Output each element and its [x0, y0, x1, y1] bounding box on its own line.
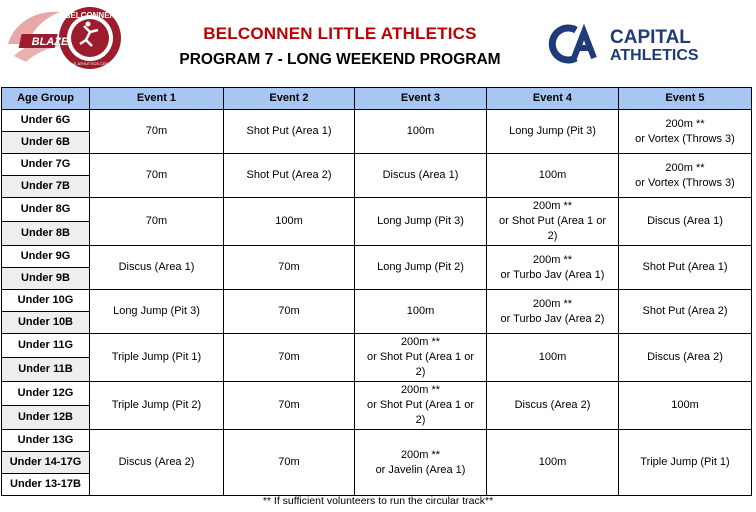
event-text: 100m [538, 456, 567, 468]
event-cell [355, 154, 487, 198]
event-text: Long Jump (Pit 2) [377, 261, 464, 273]
column-header: Event 1 [90, 88, 224, 110]
logo-line1: CAPITAL [610, 27, 691, 48]
event-text: 100m [671, 399, 699, 411]
event-cell [90, 154, 224, 198]
event-cell [619, 198, 752, 246]
event-cell [90, 246, 224, 290]
table-row [2, 110, 752, 132]
table-row [2, 198, 752, 222]
age-group-cell: Under 6B [2, 132, 90, 154]
event-text: or Vortex (Throws 3) [635, 176, 735, 189]
event-cell [224, 198, 355, 246]
age-group-cell: Under 10G [2, 290, 90, 312]
event-cell [619, 110, 752, 154]
program-table [1, 87, 752, 496]
event-text: 2) [415, 414, 426, 426]
event-cell [90, 198, 224, 246]
event-text: 200m ** [532, 297, 573, 310]
event-cell [355, 382, 487, 430]
event-text: Shot Put (Area 1) [246, 125, 332, 137]
event-text: Long Jump (Pit 3) [113, 305, 200, 317]
event-text: 2) [415, 366, 426, 378]
event-text: 70m [145, 169, 168, 181]
table-row [2, 334, 752, 358]
capital-athletics-logo [548, 24, 744, 64]
event-text: Shot Put (Area 1) [642, 261, 728, 273]
age-group-cell: Under 9B [2, 268, 90, 290]
event-text: or Shot Put (Area 1 or [367, 399, 474, 411]
age-group-cell: Under 14-17G [2, 452, 90, 474]
event-cell [355, 334, 487, 382]
event-text: 200m ** [400, 336, 441, 348]
event-cell [90, 382, 224, 430]
table-body [2, 110, 752, 496]
event-text: Shot Put (Area 2) [246, 169, 332, 181]
age-group-cell: Under 6G [2, 110, 90, 132]
event-text: 100m [275, 215, 303, 227]
event-cell [224, 430, 355, 496]
logo-top-text: BELCONNEN [64, 11, 116, 20]
event-cell [224, 154, 355, 198]
event-text: Discus (Area 2) [647, 351, 723, 363]
event-text: Triple Jump (Pit 2) [111, 399, 202, 411]
column-header: Age Group [2, 88, 90, 110]
event-text: Long Jump (Pit 3) [377, 215, 464, 227]
table-row [2, 154, 752, 176]
event-text: Discus (Area 1) [118, 261, 195, 273]
age-group-cell: Under 8B [2, 222, 90, 246]
table-row [2, 246, 752, 268]
event-cell [224, 382, 355, 430]
age-group-cell: Under 10B [2, 312, 90, 334]
age-group-cell: Under 11B [2, 358, 90, 382]
age-group-cell: Under 12G [2, 382, 90, 406]
event-cell [90, 430, 224, 496]
event-cell [487, 334, 619, 382]
event-cell [355, 430, 487, 496]
event-cell [90, 334, 224, 382]
event-text: 200m ** [400, 448, 441, 461]
event-cell [619, 382, 752, 430]
event-text: or Shot Put (Area 1 or [367, 351, 474, 363]
event-text: 200m ** [400, 384, 441, 396]
event-text: 2) [547, 230, 558, 242]
event-cell [487, 198, 619, 246]
event-cell [619, 334, 752, 382]
event-text: 70m [278, 261, 300, 273]
logo-bottom-text: LITTLE ATHLETICS CENTRE [63, 61, 117, 66]
age-group-cell: Under 12B [2, 406, 90, 430]
event-cell [487, 290, 619, 334]
footnote: ** If sufficient volunteers to run the circular track** [262, 495, 494, 507]
event-text: or Turbo Jav (Area 2) [500, 312, 605, 325]
event-cell [487, 154, 619, 198]
event-text: Triple Jump (Pit 1) [111, 351, 202, 363]
event-text: or Vortex (Throws 3) [635, 132, 735, 145]
event-text: 100m [406, 305, 435, 317]
logo-line2: ATHLETICS [610, 47, 699, 64]
event-cell [355, 246, 487, 290]
event-cell [487, 246, 619, 290]
table-row [2, 290, 752, 312]
event-text: 70m [145, 125, 168, 137]
event-text: Triple Jump (Pit 1) [640, 456, 730, 468]
event-text: Discus (Area 2) [514, 399, 591, 411]
event-text: 200m ** [532, 253, 573, 266]
age-group-cell: Under 11G [2, 334, 90, 358]
column-header: Event 5 [619, 88, 752, 110]
event-cell [355, 290, 487, 334]
event-cell [619, 290, 752, 334]
event-text: Long Jump (Pit 3) [509, 125, 596, 137]
event-cell [487, 110, 619, 154]
column-header: Event 2 [224, 88, 355, 110]
event-cell [619, 246, 752, 290]
event-text: 70m [278, 305, 300, 317]
event-text: 100m [538, 169, 567, 181]
column-header: Event 3 [355, 88, 487, 110]
event-cell [619, 430, 752, 496]
event-cell [487, 430, 619, 496]
event-text: 100m [538, 351, 567, 363]
column-header: Event 4 [487, 88, 619, 110]
age-group-cell: Under 13G [2, 430, 90, 452]
age-group-cell: Under 13-17B [2, 474, 90, 496]
logo-badge-text: BLAZE [31, 36, 69, 48]
event-text: 200m ** [532, 200, 573, 212]
event-text: 200m ** [665, 117, 705, 130]
page-header [0, 0, 756, 86]
event-cell [224, 290, 355, 334]
event-cell [355, 198, 487, 246]
table-row [2, 382, 752, 406]
event-cell [355, 110, 487, 154]
age-group-cell: Under 7G [2, 154, 90, 176]
page-subtitle: PROGRAM 7 - LONG WEEKEND PROGRAM [179, 51, 501, 68]
event-text: 200m ** [665, 161, 705, 174]
event-text: or Turbo Jav (Area 1) [500, 268, 605, 281]
event-cell [224, 246, 355, 290]
event-text: 70m [278, 399, 300, 411]
event-text: Discus (Area 1) [647, 215, 723, 227]
event-cell [90, 290, 224, 334]
event-text: Discus (Area 2) [118, 456, 195, 468]
event-cell [224, 334, 355, 382]
event-cell [619, 154, 752, 198]
table-row [2, 430, 752, 452]
age-group-cell: Under 8G [2, 198, 90, 222]
event-text: or Javelin (Area 1) [375, 463, 466, 476]
age-group-cell: Under 7B [2, 176, 90, 198]
event-text: Discus (Area 1) [382, 169, 459, 181]
age-group-cell: Under 9G [2, 246, 90, 268]
event-cell [487, 382, 619, 430]
event-text: Shot Put (Area 2) [642, 305, 728, 317]
event-cell [224, 110, 355, 154]
event-text: 70m [278, 456, 300, 468]
belconnen-blaze-logo [4, 4, 130, 72]
event-text: 70m [145, 215, 168, 227]
page-title: BELCONNEN LITTLE ATHLETICS [203, 24, 477, 43]
event-text: 100m [406, 125, 435, 137]
table-header-row [2, 88, 752, 110]
event-text: or Shot Put (Area 1 or [499, 215, 606, 227]
event-cell [90, 110, 224, 154]
event-text: 70m [278, 351, 300, 363]
